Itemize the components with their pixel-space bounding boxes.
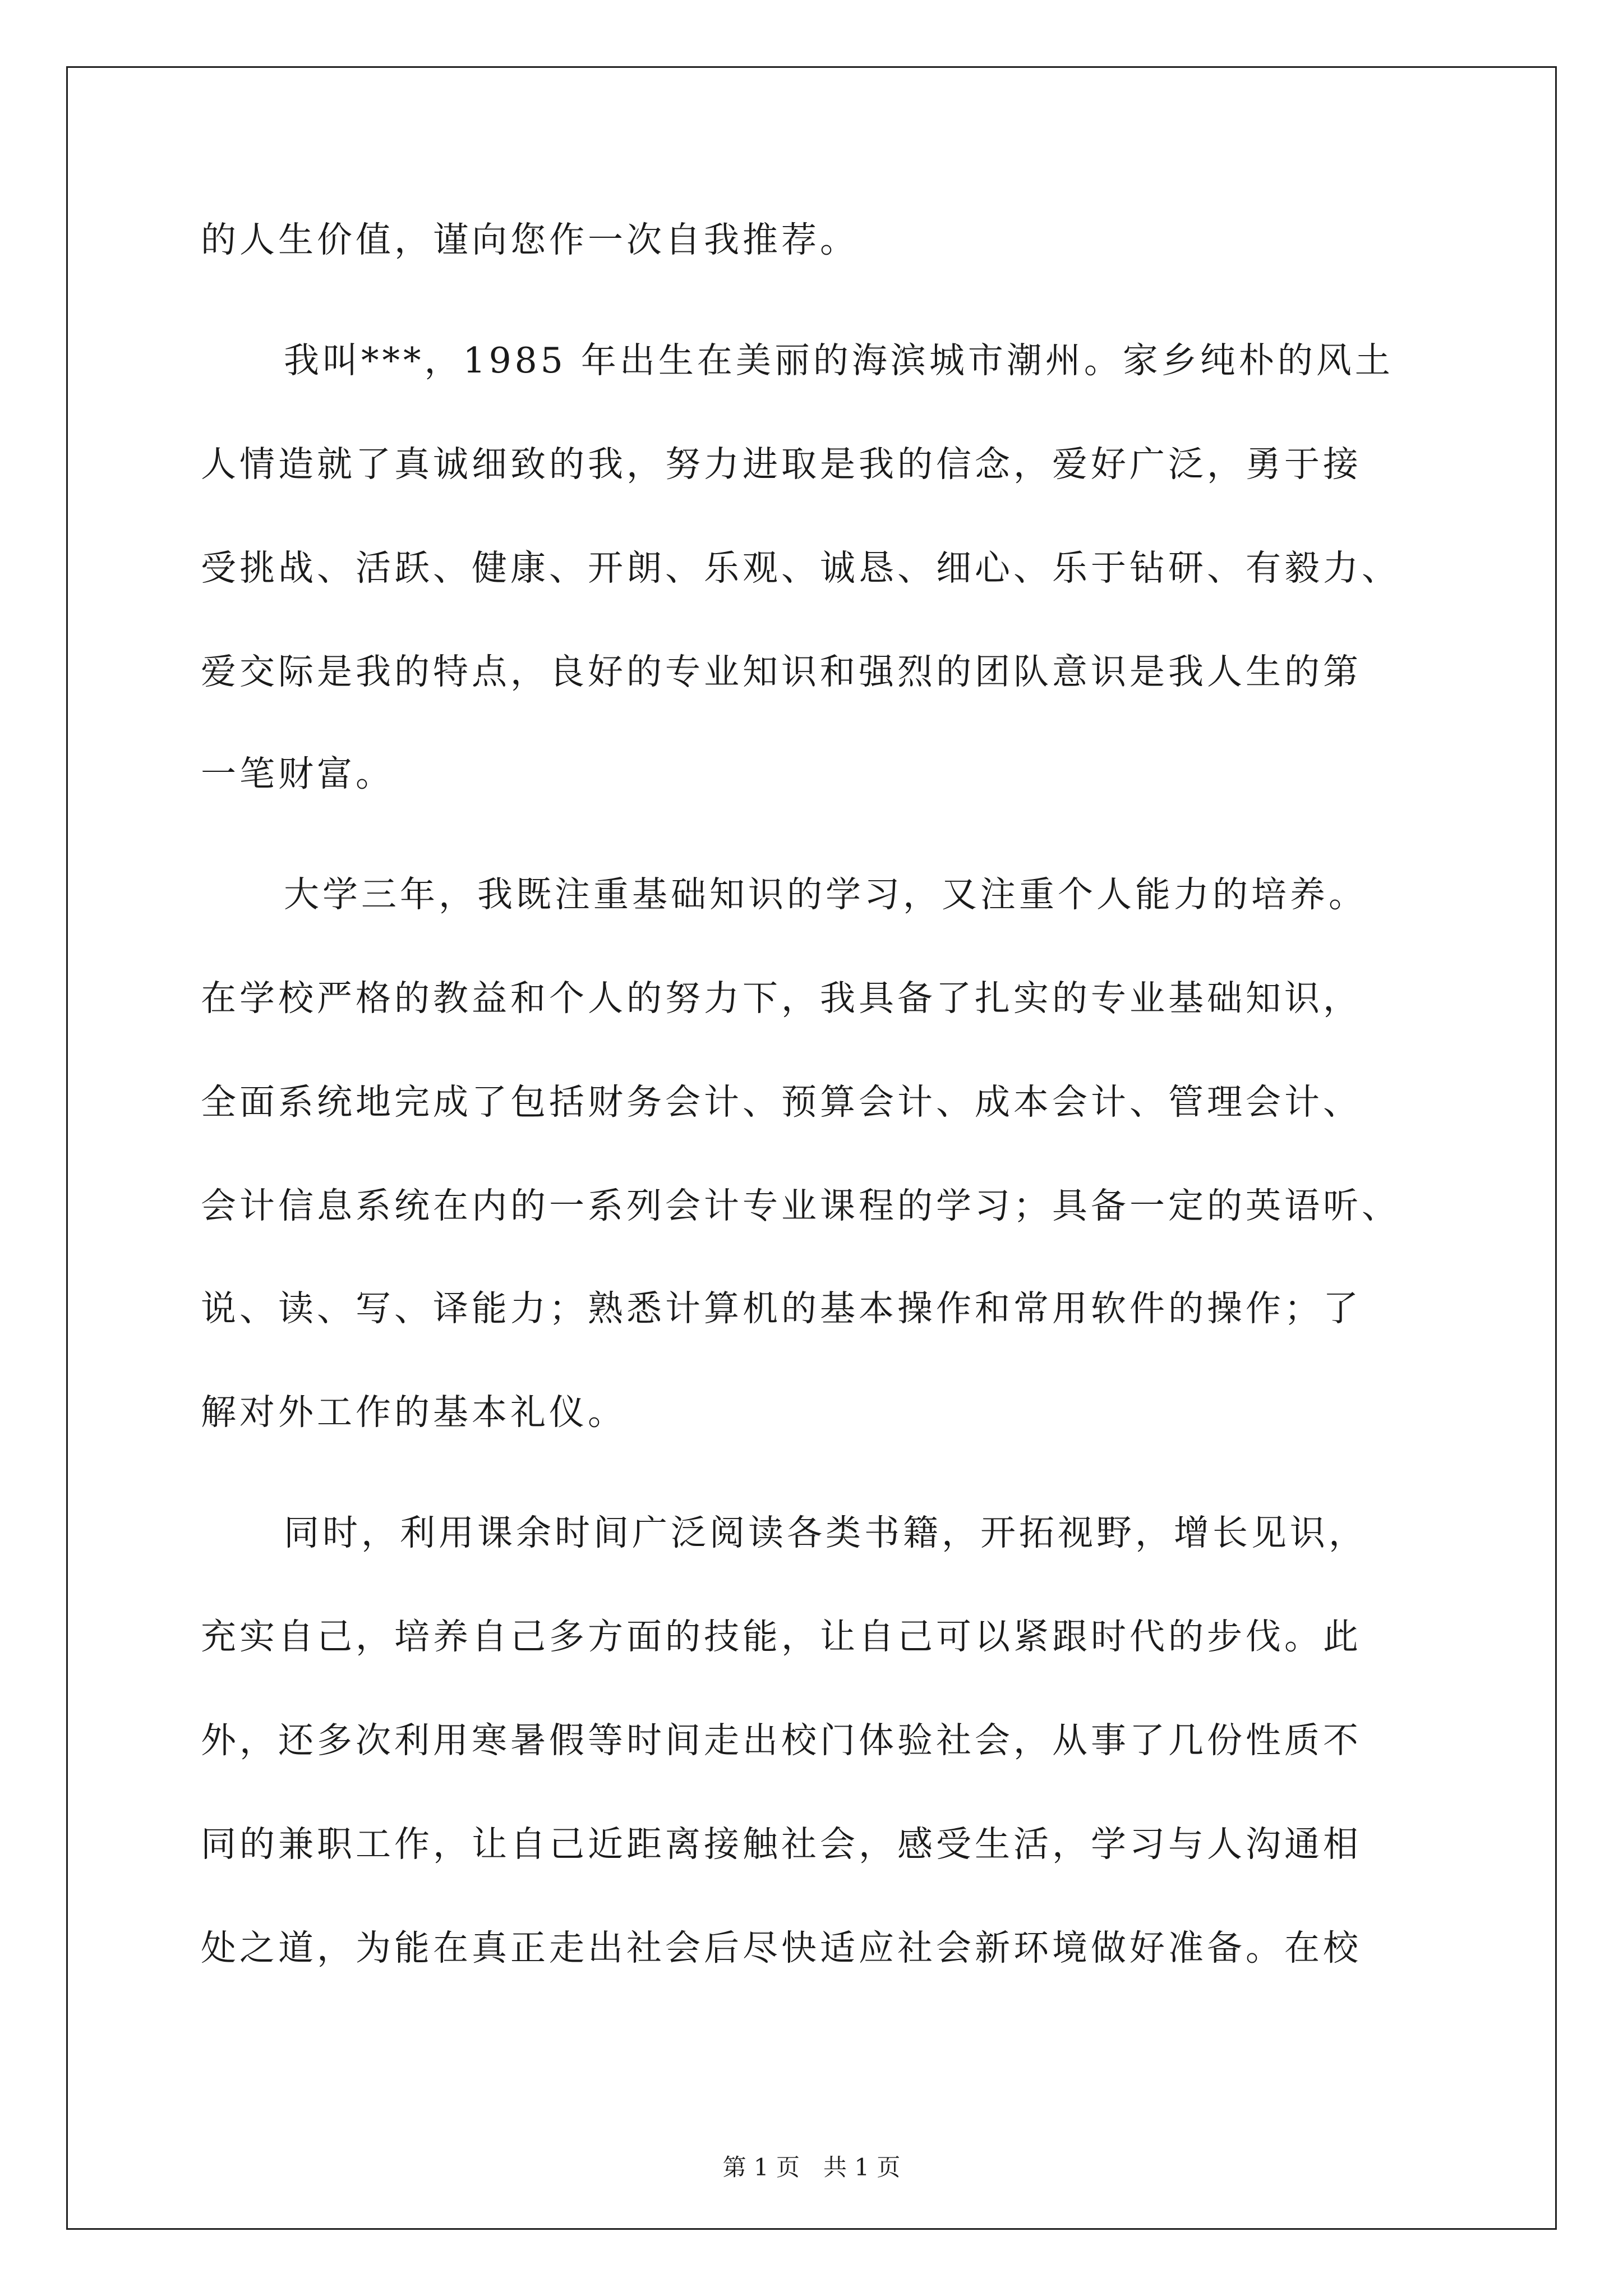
text-line: 说、读、写、译能力；熟悉计算机的基本操作和常用软件的操作；了 <box>201 1288 1362 1329</box>
text-line: 人情造就了真诚细致的我，努力进取是我的信念，爱好广泛，勇于接 <box>201 444 1362 485</box>
text-line: 同时，利用课余时间广泛阅读各类书籍，开拓视野，增长见识， <box>284 1512 1367 1553</box>
text-line: 在学校严格的教益和个人的努力下，我具备了扎实的专业基础知识， <box>201 978 1362 1019</box>
text-line: 受挑战、活跃、健康、开朗、乐观、诚恳、细心、乐于钻研、有毅力、 <box>201 547 1400 588</box>
text-line: 充实自己，培养自己多方面的技能，让自己可以紧跟时代的步伐。此 <box>201 1616 1362 1657</box>
page-footer: 第 1 页 共 1 页 <box>722 2154 901 2181</box>
text-line: 解对外工作的基本礼仪。 <box>201 1392 626 1433</box>
text-line: 外，还多次利用寒暑假等时间走出校门体验社会，从事了几份性质不 <box>201 1720 1362 1761</box>
text-line: 全面系统地完成了包括财务会计、预算会计、成本会计、管理会计、 <box>201 1082 1362 1122</box>
text-line: 一笔财富。 <box>201 753 394 794</box>
text-line: 我叫***，1985 年出生在美丽的海滨城市潮州。家乡纯朴的风土 <box>284 340 1394 381</box>
page-border <box>66 66 1557 2230</box>
text-line: 爱交际是我的特点，良好的专业知识和强烈的团队意识是我人生的第 <box>201 651 1362 692</box>
text-line: 处之道，为能在真正走出社会后尽快适应社会新环境做好准备。在校 <box>201 1927 1362 1968</box>
text-line: 大学三年，我既注重基础知识的学习，又注重个人能力的培养。 <box>284 874 1367 915</box>
text-line: 同的兼职工作，让自己近距离接触社会，感受生活，学习与人沟通相 <box>201 1824 1362 1865</box>
text-line: 的人生价值，谨向您作一次自我推荐。 <box>201 219 859 260</box>
text-line: 会计信息系统在内的一系列会计专业课程的学习；具备一定的英语听、 <box>201 1185 1400 1226</box>
